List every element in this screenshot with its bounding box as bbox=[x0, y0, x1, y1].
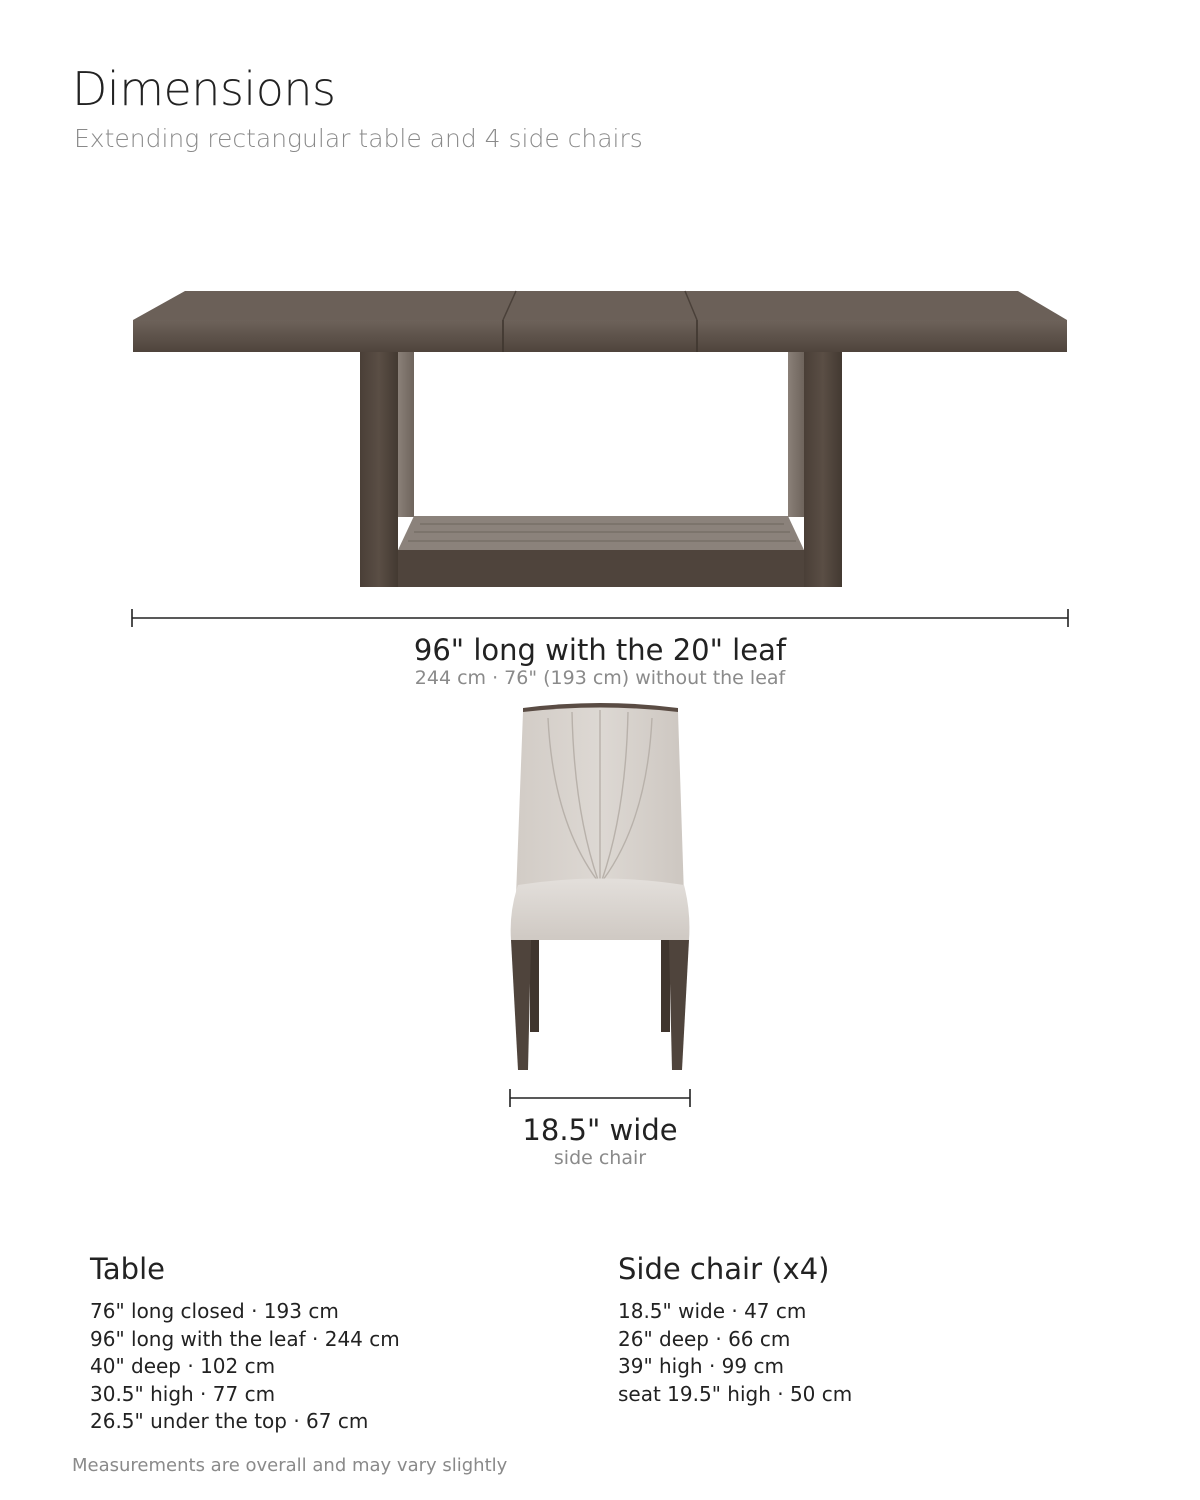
footnote: Measurements are overall and may vary slightly bbox=[72, 1455, 508, 1476]
table-spec-line: 30.5" high · 77 cm bbox=[90, 1381, 276, 1406]
table-spec-line: 40" deep · 102 cm bbox=[90, 1354, 276, 1379]
page-subtitle: Extending rectangular table and 4 side chairs bbox=[74, 124, 643, 153]
chair-spec-title: Side chair (x4) bbox=[618, 1252, 830, 1286]
table-top-edge bbox=[133, 320, 1067, 352]
chair-spec-line: 18.5" wide · 47 cm bbox=[618, 1299, 807, 1323]
chair-dimension-line bbox=[510, 1089, 690, 1107]
table-spec-block bbox=[90, 1252, 400, 1436]
table-top-surface bbox=[133, 291, 1067, 320]
table-length-sub: 244 cm · 76" (193 cm) without the leaf bbox=[414, 667, 786, 689]
table-spec-line: 26.5" under the top · 67 cm bbox=[90, 1409, 369, 1434]
chair-leg-right bbox=[669, 940, 689, 1070]
chair-dimension-label bbox=[0, 1113, 1200, 1169]
table-spec-title: Table bbox=[90, 1252, 165, 1286]
chair-leg-left bbox=[511, 940, 531, 1070]
table-shelf-front bbox=[398, 550, 804, 587]
chair-width-main: 18.5" wide bbox=[522, 1113, 678, 1147]
table-shelf-surface bbox=[398, 516, 804, 550]
table-leg-right bbox=[804, 352, 842, 587]
table-dimension-label bbox=[0, 633, 1200, 689]
chair-spec-line: 39" high · 99 cm bbox=[618, 1354, 784, 1379]
table-leg-left bbox=[360, 352, 398, 587]
chair-seat bbox=[511, 879, 690, 941]
chair-spec-block bbox=[618, 1252, 852, 1408]
chair-spec-line: 26" deep · 66 cm bbox=[618, 1326, 791, 1351]
page-title: Dimensions bbox=[72, 62, 336, 116]
table-spec-line: 96" long with the leaf · 244 cm bbox=[90, 1326, 400, 1351]
table-length-main: 96" long with the 20" leaf bbox=[413, 633, 787, 667]
chair-width-sub: side chair bbox=[553, 1147, 647, 1169]
chair-spec-line: seat 19.5" high · 50 cm bbox=[618, 1381, 853, 1406]
side-chair-illustration bbox=[511, 703, 690, 1070]
table-spec-line: 76" long closed · 193 cm bbox=[90, 1299, 339, 1323]
table-dimension-line bbox=[132, 609, 1068, 627]
table-illustration bbox=[133, 291, 1067, 587]
